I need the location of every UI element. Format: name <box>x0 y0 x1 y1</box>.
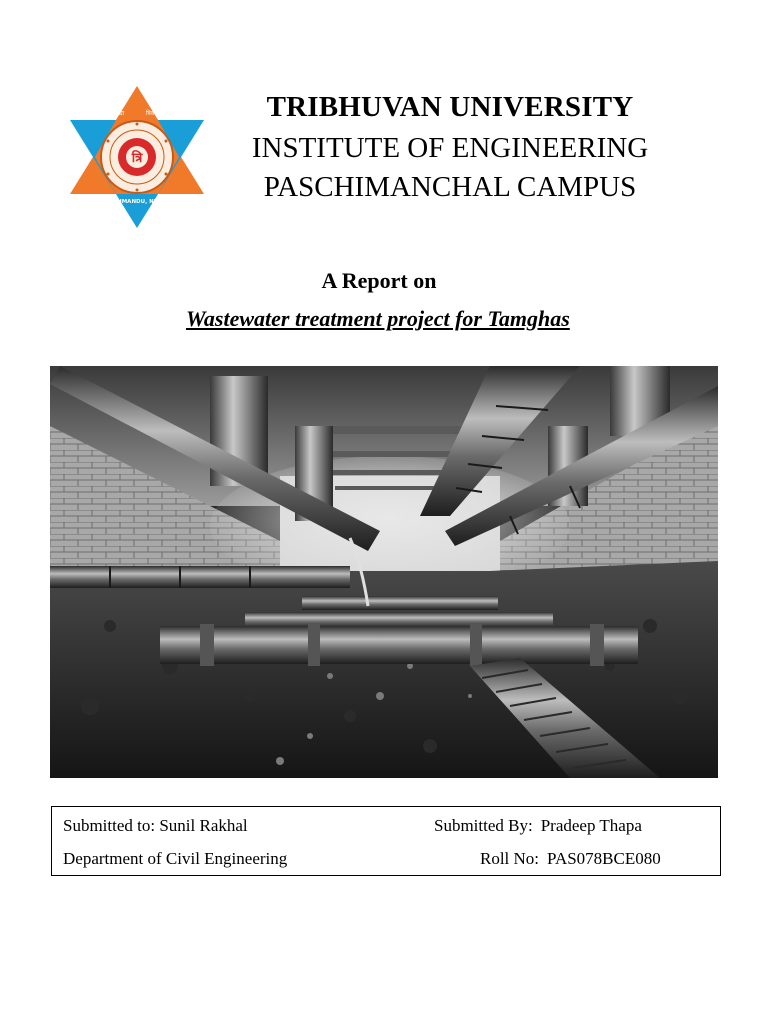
cover-photo-pipes <box>50 366 718 778</box>
submitted-to-label: Submitted to: <box>63 816 156 835</box>
submitted-to <box>63 816 248 836</box>
report-label: A Report on <box>321 268 437 293</box>
university-logo <box>70 86 204 228</box>
report-title: Wastewater treatment project for Tamghas <box>186 306 570 331</box>
svg-text:विद्या: विद्या <box>114 110 125 117</box>
roll-number-value: PAS078BCE080 <box>547 849 661 868</box>
svg-text:KATHMANDU, NEPAL: KATHMANDU, NEPAL <box>105 199 169 205</box>
department: Department of Civil Engineering <box>63 849 288 868</box>
roll-number <box>480 849 661 869</box>
submitted-by <box>434 816 642 836</box>
submitted-by-name: Pradeep Thapa <box>540 816 642 835</box>
university-name: TRIBHUVAN UNIVERSITY <box>266 91 634 123</box>
roll-number-label: Roll No: <box>480 849 540 868</box>
submitted-to-name: Sunil Rakhal <box>159 816 248 835</box>
institute-name: INSTITUTE OF ENGINEERING <box>251 132 649 164</box>
svg-text:विवेक: विवेक <box>146 110 159 117</box>
svg-text:त्रि: त्रि <box>131 151 143 166</box>
submission-box <box>51 806 721 876</box>
submitted-by-label: Submitted By: <box>434 816 533 835</box>
campus-name: PASCHIMANCHAL CAMPUS <box>263 171 637 203</box>
university-emblem-icon <box>70 86 204 228</box>
